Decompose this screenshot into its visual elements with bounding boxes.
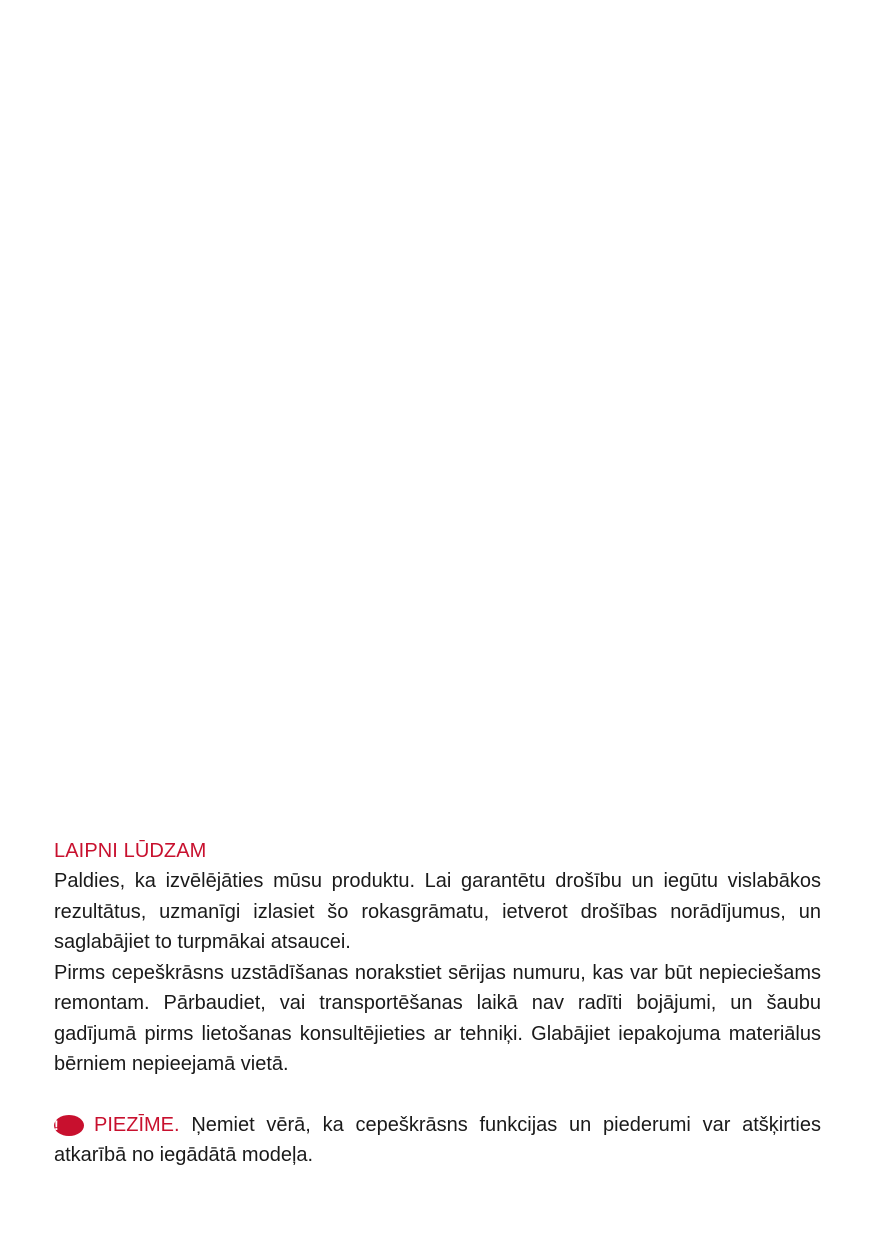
intro-paragraph: Paldies, ka izvēlējāties mūsu produktu. Lai garantētu drošību un iegūtu vislabākos rezultātus, uzmanīgi izlasiet šo rokasgrāmatu, ietverot drošības norādījumus, un saglabājiet to turpmākai atsaucei. <box>54 870 821 953</box>
section-heading: LAIPNI LŪDZAM <box>54 840 207 862</box>
exclamation-icon: ! <box>54 1115 84 1136</box>
spacer <box>54 1080 821 1110</box>
note-label: PIEZĪME. <box>94 1113 180 1136</box>
note-block <box>54 1110 821 1171</box>
welcome-section <box>54 836 821 1171</box>
note-text: Ņemiet vērā, ka cepeškrāsns funkcijas un piederumi var atšķirties atkarībā no iegādātā modeļa. <box>54 1113 821 1166</box>
installation-paragraph: Pirms cepeškrāsns uzstādīšanas norakstiet sērijas numuru, kas var būt nepieciešams remontam. Pārbaudiet, vai transportēšanas laikā nav radīti bojājumi, un šaubu gadījumā pirms lietošanas konsultējieties ar tehniķi. Glabājiet iepakojuma materiālus bērniem nepieejamā vietā. <box>54 961 821 1075</box>
